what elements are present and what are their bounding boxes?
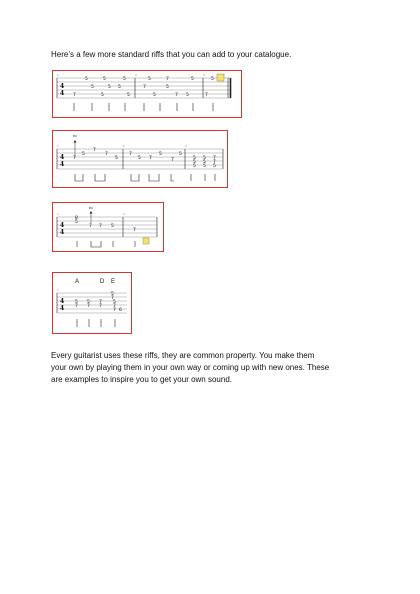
riff-1-staff	[53, 71, 241, 117]
tab-note: 7	[213, 160, 216, 165]
bar-number: 2	[123, 144, 125, 148]
tab-note: 7	[73, 156, 76, 161]
tab-note: 5	[103, 77, 106, 82]
tab-note: 7	[166, 77, 169, 82]
outro-paragraph	[51, 350, 381, 386]
tab-note: 5	[193, 164, 196, 169]
tab-note: 7	[149, 156, 152, 161]
bar-number: 1	[57, 288, 59, 292]
time-signature-bottom: 4	[60, 90, 65, 97]
outro-line: your own by playing them in your own way or coming up with new ones. These	[51, 363, 330, 372]
tab-note: 8	[75, 216, 78, 221]
tab-note: 5	[123, 77, 126, 82]
tab-note: 5	[211, 77, 214, 82]
time-signature-bottom: 4	[60, 229, 65, 236]
tab-note: 5	[127, 93, 130, 98]
tab-note: 5	[193, 160, 196, 165]
tab-note: 5	[213, 164, 216, 169]
cursor-marker	[217, 74, 224, 81]
tab-note: 5	[115, 156, 118, 161]
tab-note: 5	[111, 224, 114, 229]
tab-note: 7	[105, 152, 108, 157]
tab-note: 7	[213, 156, 216, 161]
tab-note: 5	[118, 85, 121, 90]
time-signature-top: 4	[60, 298, 65, 305]
tab-note: 5	[179, 152, 182, 157]
tab-note: 7	[93, 148, 96, 153]
tab-note: 5	[85, 77, 88, 82]
tab-note: 5	[166, 85, 169, 90]
tab-note: 5	[75, 220, 78, 225]
intro-paragraph: Here’s a few more standard riffs that you can add to your catalogue.	[51, 50, 292, 59]
tab-note: 5	[101, 93, 104, 98]
tab-note: 5	[203, 156, 206, 161]
tab-note: 5	[186, 93, 189, 98]
chord-name: E	[111, 279, 116, 285]
tab-note: 7	[113, 308, 116, 313]
riff-3-staff	[53, 203, 163, 251]
tab-note: 5	[193, 156, 196, 161]
chord-name: A	[75, 279, 80, 285]
bar-number: 2	[123, 212, 125, 216]
time-signature-bottom: 4	[60, 305, 65, 312]
bar-number: 1	[57, 144, 59, 148]
tab-note: 7	[175, 93, 178, 98]
tab-note: 6	[119, 308, 122, 313]
tab-note: 7	[75, 304, 78, 309]
tab-note: 5	[111, 292, 114, 297]
tab-note: 7	[99, 304, 102, 309]
tab-note: 7	[171, 158, 174, 163]
time-signature-top: 4	[60, 154, 65, 161]
tab-note: 5	[82, 152, 85, 157]
rhythm-stems	[77, 319, 115, 327]
rhythm-stems	[75, 174, 215, 181]
tab-note: 7	[87, 304, 90, 309]
tab-note: 5	[113, 300, 116, 305]
bar-number: 3	[203, 73, 205, 77]
tab-note: 7	[111, 296, 114, 301]
bend-label: BU	[89, 206, 94, 210]
rhythm-stems	[74, 103, 213, 111]
tab-note: 7	[89, 224, 92, 229]
tab-note: 5	[191, 77, 194, 82]
tab-note: 7	[113, 304, 116, 309]
bar-number: 1	[57, 212, 59, 216]
tab-note: 5	[153, 93, 156, 98]
outro-line: are examples to inspire you to get your own sound.	[51, 375, 232, 384]
cursor-marker	[143, 238, 149, 244]
rhythm-stems	[77, 241, 135, 247]
tab-note: 7	[133, 228, 136, 233]
time-signature-bottom: 4	[60, 161, 65, 168]
tab-note: 5	[91, 85, 94, 90]
tab-note: 7	[73, 93, 76, 98]
tab-note: 5	[87, 300, 90, 305]
chord-name: D	[100, 279, 105, 285]
tab-riff-3	[52, 202, 164, 252]
outro-line: Every guitarist uses these riffs, they are common property. You make them	[51, 351, 315, 360]
tab-riff-4	[52, 272, 132, 334]
tab-note: 5	[108, 85, 111, 90]
riff-4-staff	[53, 273, 131, 333]
tab-riff-2	[52, 130, 228, 188]
tab-riff-1	[52, 70, 242, 118]
bar-number: 3	[185, 144, 187, 148]
time-signature-top: 4	[60, 83, 65, 90]
tab-note: 7	[143, 85, 146, 90]
bend-label: BU	[73, 134, 78, 138]
tab-note: 5	[75, 300, 78, 305]
bar-number: 2	[135, 73, 137, 77]
tab-note: 5	[203, 164, 206, 169]
tab-note: 5	[138, 156, 141, 161]
tab-note: 7	[205, 93, 208, 98]
tab-note: 7	[99, 300, 102, 305]
tab-note: 5	[159, 152, 162, 157]
tab-note: 7	[99, 224, 102, 229]
tab-note: 5	[203, 160, 206, 165]
riff-2-staff	[53, 131, 227, 187]
bar-number: 1	[57, 73, 59, 77]
tab-note: 5	[148, 77, 151, 82]
tab-note: 7	[129, 152, 132, 157]
time-signature-top: 4	[60, 222, 65, 229]
